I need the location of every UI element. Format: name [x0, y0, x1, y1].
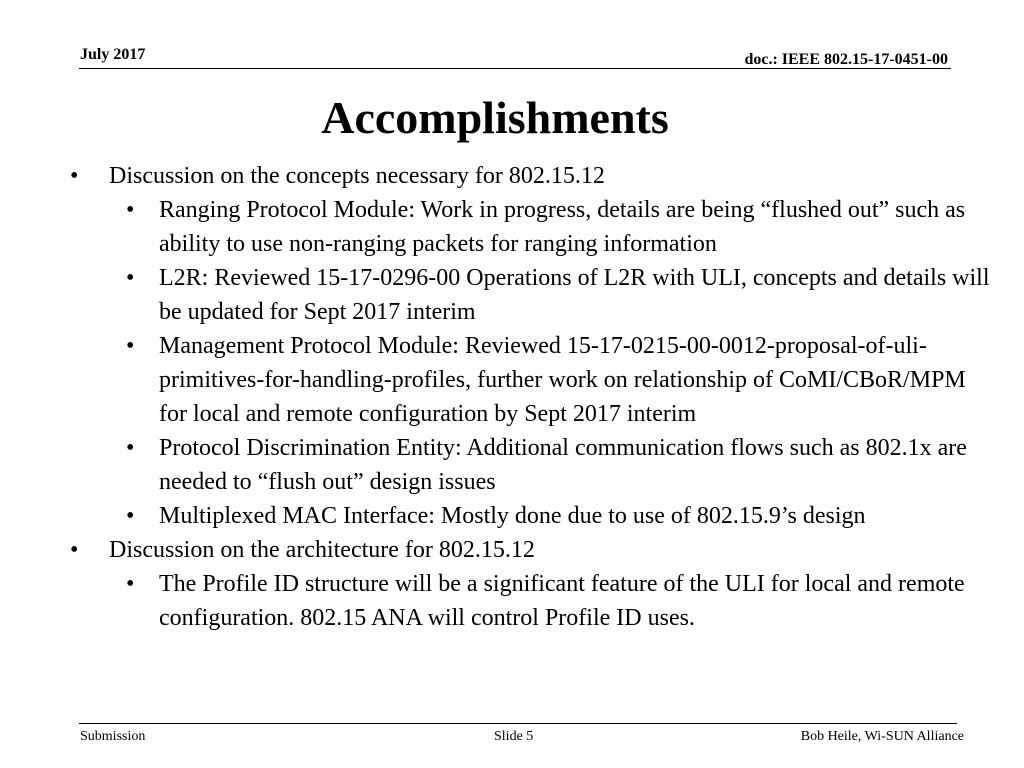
- sub-bullet-text: L2R: Reviewed 15-17-0296-00 Operations of L2R with ULI, concepts and details will be updated for Sept 2017 interim: [159, 265, 990, 325]
- header-divider: [79, 68, 951, 69]
- sub-bullet-text: Ranging Protocol Module: Work in progress, details are being “flushed out” such as ability to use non-ranging packets for ranging information: [159, 197, 966, 257]
- sub-bullet-text: The Profile ID structure will be a significant feature of the ULI for local and remote configuration. 802.15 ANA will control Profile ID uses.: [159, 571, 965, 631]
- sub-bullet-management: [70, 329, 990, 431]
- bullet-discussion-architecture: [70, 533, 990, 567]
- sub-bullet-ranging: [70, 193, 990, 261]
- sub-bullet-text: Multiplexed MAC Interface: Mostly done due to use of 802.15.9’s design: [159, 503, 866, 529]
- footer-divider: [79, 723, 957, 724]
- bullet-icon: •: [126, 197, 135, 223]
- bullet-text: Discussion on the architecture for 802.15.12: [109, 537, 535, 563]
- sub-bullet-l2r: [70, 261, 990, 329]
- slide-title: Accomplishments: [321, 92, 669, 143]
- bullet-icon: •: [126, 503, 135, 529]
- slide-content: [70, 159, 990, 635]
- footer-author: Bob Heile, Wi-SUN Alliance: [800, 729, 964, 744]
- sub-bullet-text: Management Protocol Module: Reviewed 15-17-0215-00-0012-proposal-of-uli-primitives-for-handling-profiles, further work on relationship of CoMI/CBoR/MPM for local and remote configuration by Sept 2017 interim: [159, 333, 966, 427]
- footer-submission: Submission: [80, 729, 146, 744]
- bullet-icon: •: [126, 333, 135, 359]
- sub-bullet-text: Protocol Discrimination Entity: Additional communication flows such as 802.1x are needed to “flush out” design issues: [159, 435, 967, 495]
- bullet-icon: •: [126, 265, 135, 291]
- sub-bullet-multiplexed: [70, 499, 990, 533]
- bullet-discussion-concepts: [70, 159, 990, 193]
- footer-slide-number: Slide 5: [494, 729, 534, 744]
- header-doc-id: doc.: IEEE 802.15-17-0451-00: [744, 51, 948, 68]
- bullet-text: Discussion on the concepts necessary for 802.15.12: [109, 163, 605, 189]
- sub-bullet-profile-id: [70, 567, 990, 635]
- bullet-icon: •: [70, 537, 79, 563]
- header-date: July 2017: [80, 46, 146, 63]
- bullet-icon: •: [70, 163, 79, 189]
- bullet-icon: •: [126, 435, 135, 461]
- bullet-icon: •: [126, 571, 135, 597]
- sub-bullet-discrimination: [70, 431, 990, 499]
